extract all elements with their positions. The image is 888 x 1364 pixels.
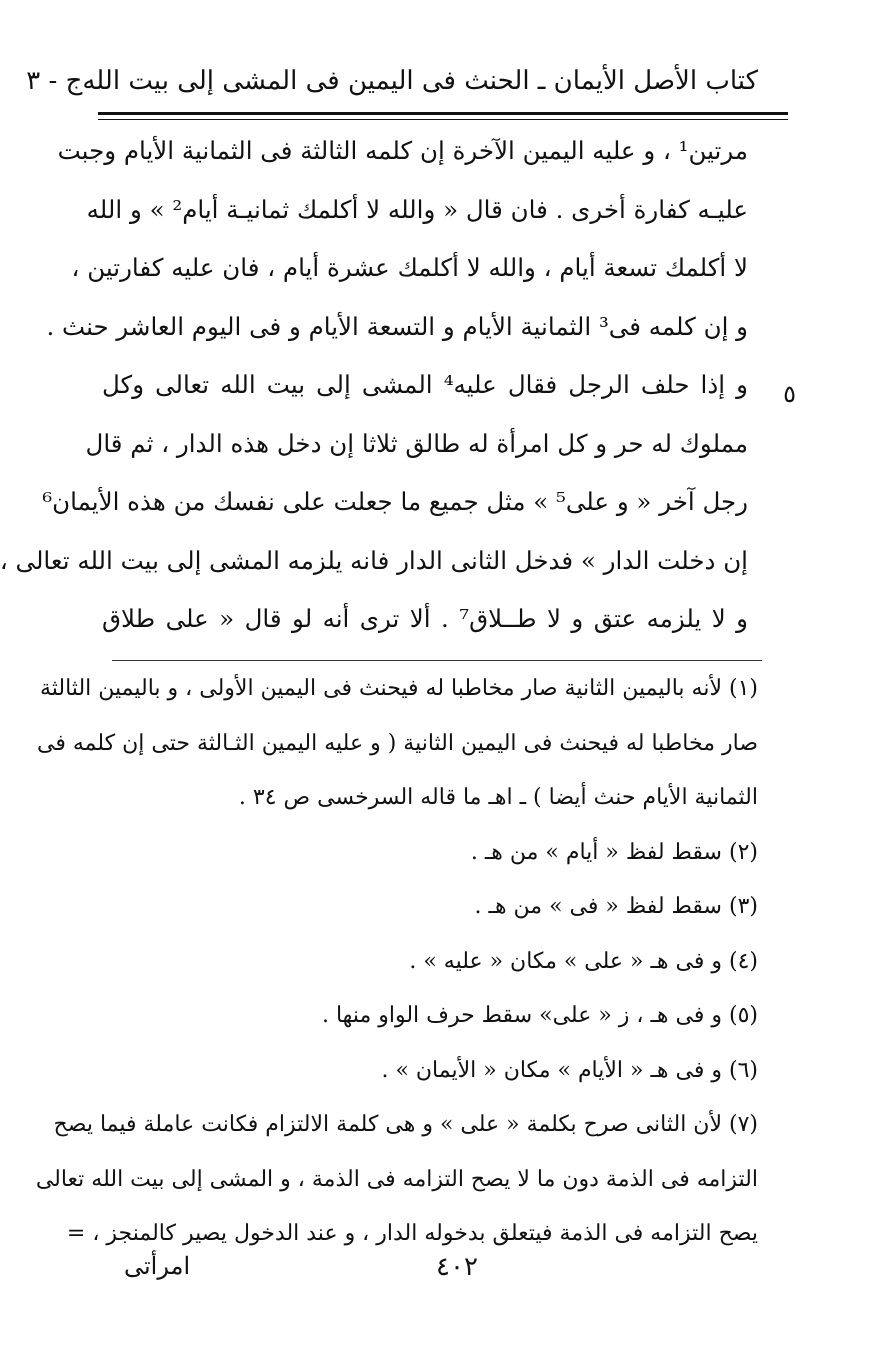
text-line: و إن كلمه فى³ الثمانية الأيام و التسعة الأيام و فى اليوم العاشر حنث . bbox=[46, 311, 748, 341]
text-line: مملوك له حر و كل امرأة له طالق ثلاثا إن دخل هذه الدار ، ثم قال bbox=[85, 428, 748, 458]
footnote-line: (٢) سقط لفظ « أيام » من هـ . bbox=[470, 839, 758, 865]
text-line: مرتين¹ ، و عليه اليمين الآخرة إن كلمه الثالثة فى الثمانية الأيام وجبت bbox=[57, 136, 748, 165]
page-number: ٤٠٢ bbox=[436, 1252, 478, 1282]
footnote-line: التزامه فى الذمة دون ما لا يصح التزامه فى الذمة ، و المشى إلى بيت الله تعالى bbox=[35, 1166, 758, 1192]
header-rule-thin bbox=[98, 119, 788, 120]
text-line: عليـه كفارة أخرى . فان قال « والله لا أكلمك ثمانيـة أيام² » و الله bbox=[86, 194, 748, 224]
header-rule-thick bbox=[98, 112, 788, 115]
footnote-line: (٥) و فى هـ ، ز « على» سقط حرف الواو منها . bbox=[321, 1003, 758, 1028]
main-text bbox=[0, 122, 748, 649]
header-title: كتاب الأصل الأيمان ـ الحنث فى اليمين فى المشى إلى بيت الله bbox=[82, 66, 758, 96]
footnotes bbox=[35, 662, 758, 1262]
text-line: رجل آخر « و على⁵ » مثل جميع ما جعلت على نفسك من هذه الأيمان⁶ bbox=[42, 487, 748, 516]
footnote-line: يصح التزامه فى الذمة فيتعلق بدخوله الدار ، و عند الدخول يصير كالمنجز ، = bbox=[66, 1221, 758, 1246]
footnote-line: (٤) و فى هـ « على » مكان « عليه » . bbox=[409, 948, 758, 974]
paragraph-number: ٥ bbox=[783, 380, 796, 408]
text-line: إن دخلت الدار » فدخل الثانى الدار فانه يلزمه المشى إلى بيت الله تعالى ، bbox=[0, 545, 748, 575]
footnote-line: الثمانية الأيام حنث أيضا ) ـ اهـ ما قاله السرخسى ص ٣٤ . bbox=[238, 785, 758, 810]
footnote-line: (٧) لأن الثانى صرح بكلمة « على » و هى كلمة الالتزام فكانت عاملة فيما يصح bbox=[53, 1112, 758, 1137]
text-line: و لا يلزمه عتق و لا طــلاق⁷ . ألا ترى أنه لو قال « على طلاق bbox=[102, 604, 748, 633]
text-line: لا أكلمك تسعة أيام ، والله لا أكلمك عشرة أيام ، فان عليه كفارتين ، bbox=[71, 253, 748, 282]
footnote-line: (١) لأنه باليمين الثانية صار مخاطبا له فيحنث فى اليمين الأولى ، و باليمين الثالثة bbox=[39, 676, 758, 701]
footnote-line: صار مخاطبا له فيحنث فى اليمين الثانية ( و عليه اليمين الثـالثة حتى إن كلمه فى bbox=[37, 730, 758, 756]
catchword: امرأتى bbox=[124, 1252, 191, 1280]
footnote-line: (٦) و فى هـ « الأيام » مكان « الأيمان » . bbox=[381, 1057, 758, 1083]
text-line: و إذا حلف الرجل فقال عليه⁴ المشى إلى بيت الله تعالى وكل bbox=[102, 370, 748, 399]
footnote-line: (٣) سقط لفظ « فى » من هـ . bbox=[474, 894, 758, 919]
header-volume: ج - ٣ bbox=[26, 66, 83, 96]
running-header bbox=[26, 58, 758, 104]
footnote-separator bbox=[112, 660, 762, 661]
